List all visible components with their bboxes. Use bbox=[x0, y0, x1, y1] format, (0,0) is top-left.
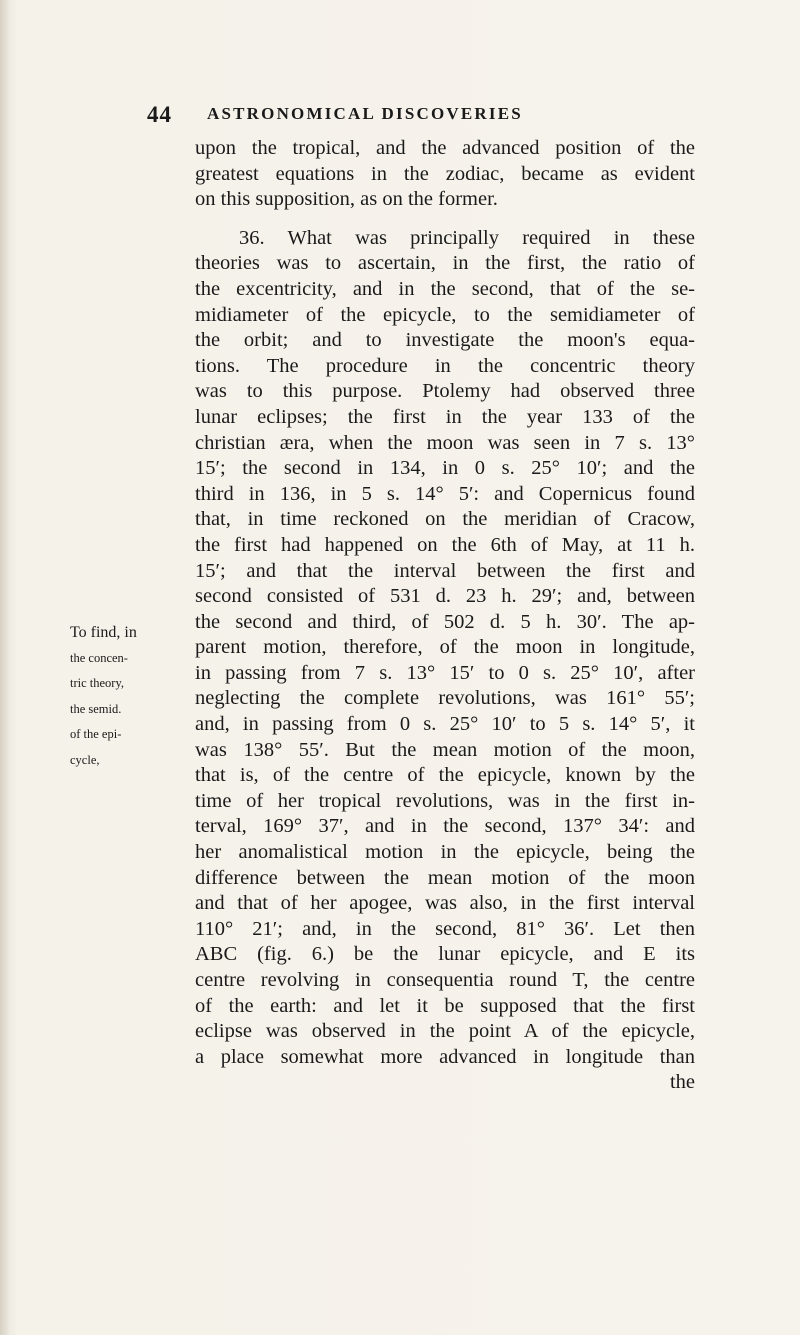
text-line: 36. What was principally required in these bbox=[239, 226, 695, 249]
running-head bbox=[147, 102, 667, 130]
paragraph-gap bbox=[195, 213, 695, 226]
text-line: ABC (fig. 6.) be the lunar epicycle, and E its bbox=[195, 943, 695, 966]
text-line: time of her tropical revolutions, was in the first in- bbox=[195, 789, 695, 812]
text-line: tions. The procedure in the concentric theory bbox=[195, 354, 695, 377]
text-line: that, in time reckoned on the meridian of Cracow, bbox=[195, 508, 695, 531]
body-text bbox=[195, 136, 695, 1096]
text-line: difference between the mean motion of the moon bbox=[195, 866, 695, 889]
text-line: the first had happened on the 6th of May, at 11 h. bbox=[195, 533, 695, 556]
marginal-note bbox=[70, 620, 195, 774]
text-line: midiameter of the epicycle, to the semidiameter of bbox=[195, 303, 695, 326]
text-line: upon the tropical, and the advanced position of the bbox=[195, 137, 695, 159]
text-line: 110° 21′; and, in the second, 81° 36′. Let then bbox=[195, 917, 695, 940]
marginal-note-line: the semid. bbox=[70, 701, 122, 716]
text-line: that is, of the centre of the epicycle, known by the bbox=[195, 764, 695, 787]
text-line: second consisted of 531 d. 23 h. 29′; and, between bbox=[195, 585, 695, 608]
text-line: christian æra, when the moon was seen in 7 s. 13° bbox=[195, 431, 695, 454]
running-title: ASTRONOMICAL DISCOVERIES bbox=[207, 104, 523, 123]
text-line: the second and third, of 502 d. 5 h. 30′. The ap- bbox=[195, 610, 695, 633]
text-line: the excentricity, and in the second, that of the se- bbox=[195, 277, 695, 300]
marginal-note-line: tric theory, bbox=[70, 676, 125, 691]
text-line: parent motion, therefore, of the moon in longitude, bbox=[195, 636, 695, 659]
text-line: centre revolving in consequentia round T, the centre bbox=[195, 969, 695, 991]
text-line: 15′; and that the interval between the first and bbox=[195, 559, 695, 582]
text-line: lunar eclipses; the first in the year 133 of the bbox=[195, 405, 695, 428]
text-line: her anomalistical motion in the epicycle, being the bbox=[195, 841, 695, 864]
text-line: a place somewhat more advanced in longitude than bbox=[195, 1045, 695, 1068]
text-line: neglecting the complete revolutions, was 161° 55′; bbox=[195, 687, 695, 710]
text-line: on this supposition, as on the former. bbox=[195, 188, 498, 211]
text-line: in passing from 7 s. 13° 15′ to 0 s. 25° 10′, after bbox=[195, 661, 695, 684]
text-line: and that of her apogee, was also, in the first interval bbox=[195, 892, 695, 915]
text-line: of the earth: and let it be supposed that the first bbox=[195, 994, 695, 1017]
marginal-note-line: To find, in bbox=[70, 624, 137, 641]
text-line: theories was to ascertain, in the first, the ratio of bbox=[195, 252, 695, 275]
text-line: and, in passing from 0 s. 25° 10′ to 5 s. 14° 5′, it bbox=[195, 713, 695, 736]
gutter-shadow bbox=[0, 0, 10, 1335]
text-line: was 138° 55′. But the mean motion of the moon, bbox=[195, 738, 695, 761]
text-line: 15′; the second in 134, in 0 s. 25° 10′; and the bbox=[195, 457, 695, 480]
text-line: the orbit; and to investigate the moon's equa- bbox=[195, 329, 695, 352]
text-line: greatest equations in the zodiac, became as evident bbox=[195, 162, 695, 185]
catchword: the bbox=[669, 1071, 695, 1094]
marginal-note-line: cycle, bbox=[70, 752, 100, 767]
text-line: third in 136, in 5 s. 14° 5′: and Copernicus found bbox=[195, 482, 695, 505]
marginal-note-line: the concen- bbox=[70, 650, 128, 665]
text-line: eclipse was observed in the point A of the epicycle, bbox=[195, 1020, 695, 1043]
page-number: 44 bbox=[147, 102, 172, 127]
marginal-note-line: of the epi- bbox=[70, 727, 122, 742]
text-line: terval, 169° 37′, and in the second, 137° 34′: and bbox=[195, 815, 695, 838]
text-line: was to this purpose. Ptolemy had observed three bbox=[195, 380, 695, 403]
